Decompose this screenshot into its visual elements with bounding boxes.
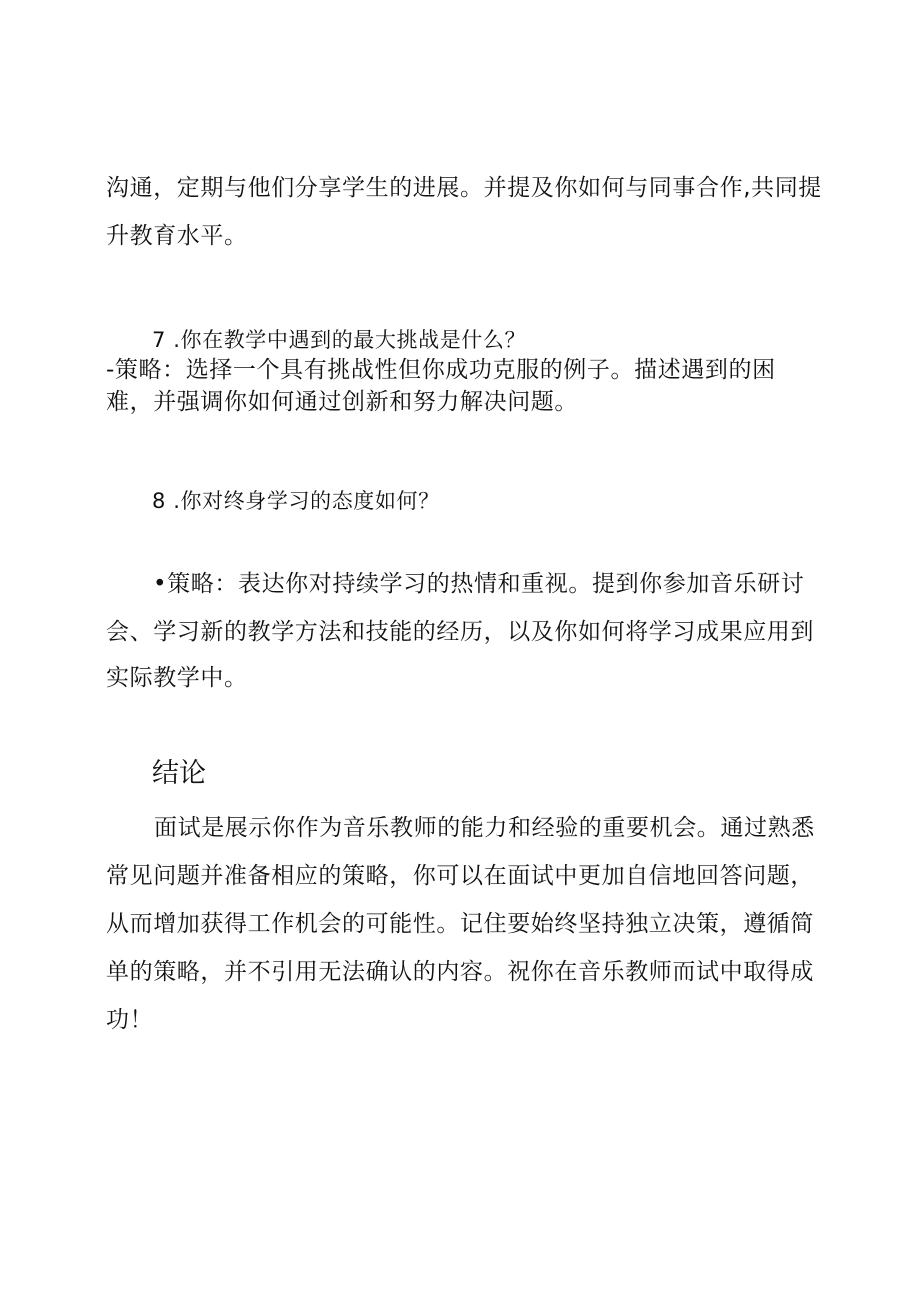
conclusion-heading: 结论 <box>152 758 206 789</box>
conclusion-line-2: 常见问题并准备相应的策略，你可以在面试中更加自信地回答问题， <box>106 863 814 889</box>
question-8-strategy-line-3: 实际教学中。 <box>106 665 248 691</box>
conclusion-line-5: 功！ <box>106 1007 154 1033</box>
question-8-strategy-line-1: •策略：表达你对持续学习的热情和重视。提到你参加音乐研讨 <box>153 571 805 597</box>
conclusion-line-1: 面试是展示你作为音乐教师的能力和经验的重要机会。通过熟悉 <box>154 815 815 841</box>
question-7-strategy-line-1: -策略：选择一个具有挑战性但你成功克服的例子。描述遇到的困 <box>106 357 776 383</box>
conclusion-line-4: 单的策略，并不引用无法确认的内容。祝你在音乐教师而试中取得成 <box>106 959 814 985</box>
question-7-strategy-line-2: 难，并强调你如何通过创新和努力解决问题。 <box>106 389 578 415</box>
intro-line-2: 升教育水平。 <box>106 223 248 249</box>
question-8: 8 .你对终身学习的态度如何？ <box>152 489 440 513</box>
conclusion-line-3: 从而增加获得工作机会的可能性。记住要始终坚持独立决策，遵循简 <box>106 911 814 937</box>
intro-line-1: 沟通，定期与他们分享学生的进展。并提及你如何与同事合作,共同提 <box>106 175 822 201</box>
question-7: 7 .你在教学中遇到的最大挑战是什么？ <box>152 328 527 352</box>
question-8-strategy-line-2: 会、学习新的教学方法和技能的经历，以及你如何将学习成果应用到 <box>106 619 814 645</box>
